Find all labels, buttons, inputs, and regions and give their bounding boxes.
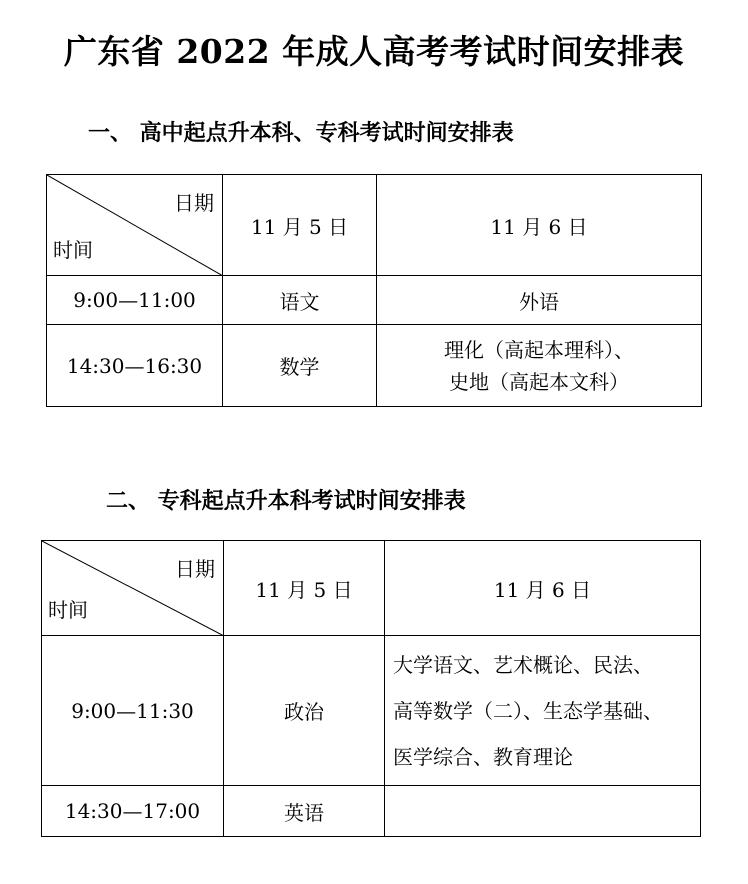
time-label: 时间 bbox=[48, 598, 88, 622]
day1-header: 11 月 5 日 bbox=[224, 541, 385, 636]
subject-line: 理化（高起本理科）、 bbox=[444, 337, 634, 362]
subject-cell bbox=[377, 325, 702, 407]
subject-cell: 英语 bbox=[224, 786, 385, 837]
subject-cell bbox=[377, 276, 702, 325]
diagonal-header-cell bbox=[47, 175, 223, 276]
table-header-row bbox=[47, 175, 702, 276]
section2-heading: 二、 专科起点升本科考试时间安排表 bbox=[106, 489, 466, 514]
subject-cell: 数学 bbox=[223, 325, 377, 407]
subject-cell: 政治 bbox=[224, 636, 385, 786]
subject-line: 大学语文、艺术概论、民法、 bbox=[393, 652, 653, 677]
table-row bbox=[42, 786, 701, 837]
time-cell: 9:00—11:30 bbox=[42, 636, 224, 786]
table-header-row bbox=[42, 541, 701, 636]
subject-line: 高等数学（二）、生态学基础、 bbox=[393, 698, 663, 723]
time-cell: 14:30—17:00 bbox=[42, 786, 224, 837]
subject-line: 外语 bbox=[519, 289, 559, 314]
time-label: 时间 bbox=[53, 238, 93, 262]
subject-line: 史地（高起本文科） bbox=[449, 369, 629, 394]
day2-header: 11 月 6 日 bbox=[377, 175, 702, 276]
day2-header: 11 月 6 日 bbox=[385, 541, 701, 636]
time-cell: 14:30—16:30 bbox=[47, 325, 223, 407]
section1-heading: 一、 高中起点升本科、专科考试时间安排表 bbox=[88, 121, 514, 146]
table-row bbox=[47, 276, 702, 325]
day1-header: 11 月 5 日 bbox=[223, 175, 377, 276]
subject-cell bbox=[385, 636, 701, 786]
empty-cell bbox=[385, 786, 701, 837]
date-label: 日期 bbox=[174, 191, 214, 215]
subject-line: 医学综合、教育理论 bbox=[393, 744, 573, 769]
table-row bbox=[47, 325, 702, 407]
schedule-table-2 bbox=[41, 540, 701, 837]
time-cell: 9:00—11:00 bbox=[47, 276, 223, 325]
page-title: 广东省 2022 年成人高考考试时间安排表 bbox=[63, 32, 685, 71]
date-label: 日期 bbox=[175, 557, 215, 581]
diagonal-header-cell bbox=[42, 541, 224, 636]
schedule-table-1 bbox=[46, 174, 702, 407]
table-row bbox=[42, 636, 701, 786]
subject-cell: 语文 bbox=[223, 276, 377, 325]
